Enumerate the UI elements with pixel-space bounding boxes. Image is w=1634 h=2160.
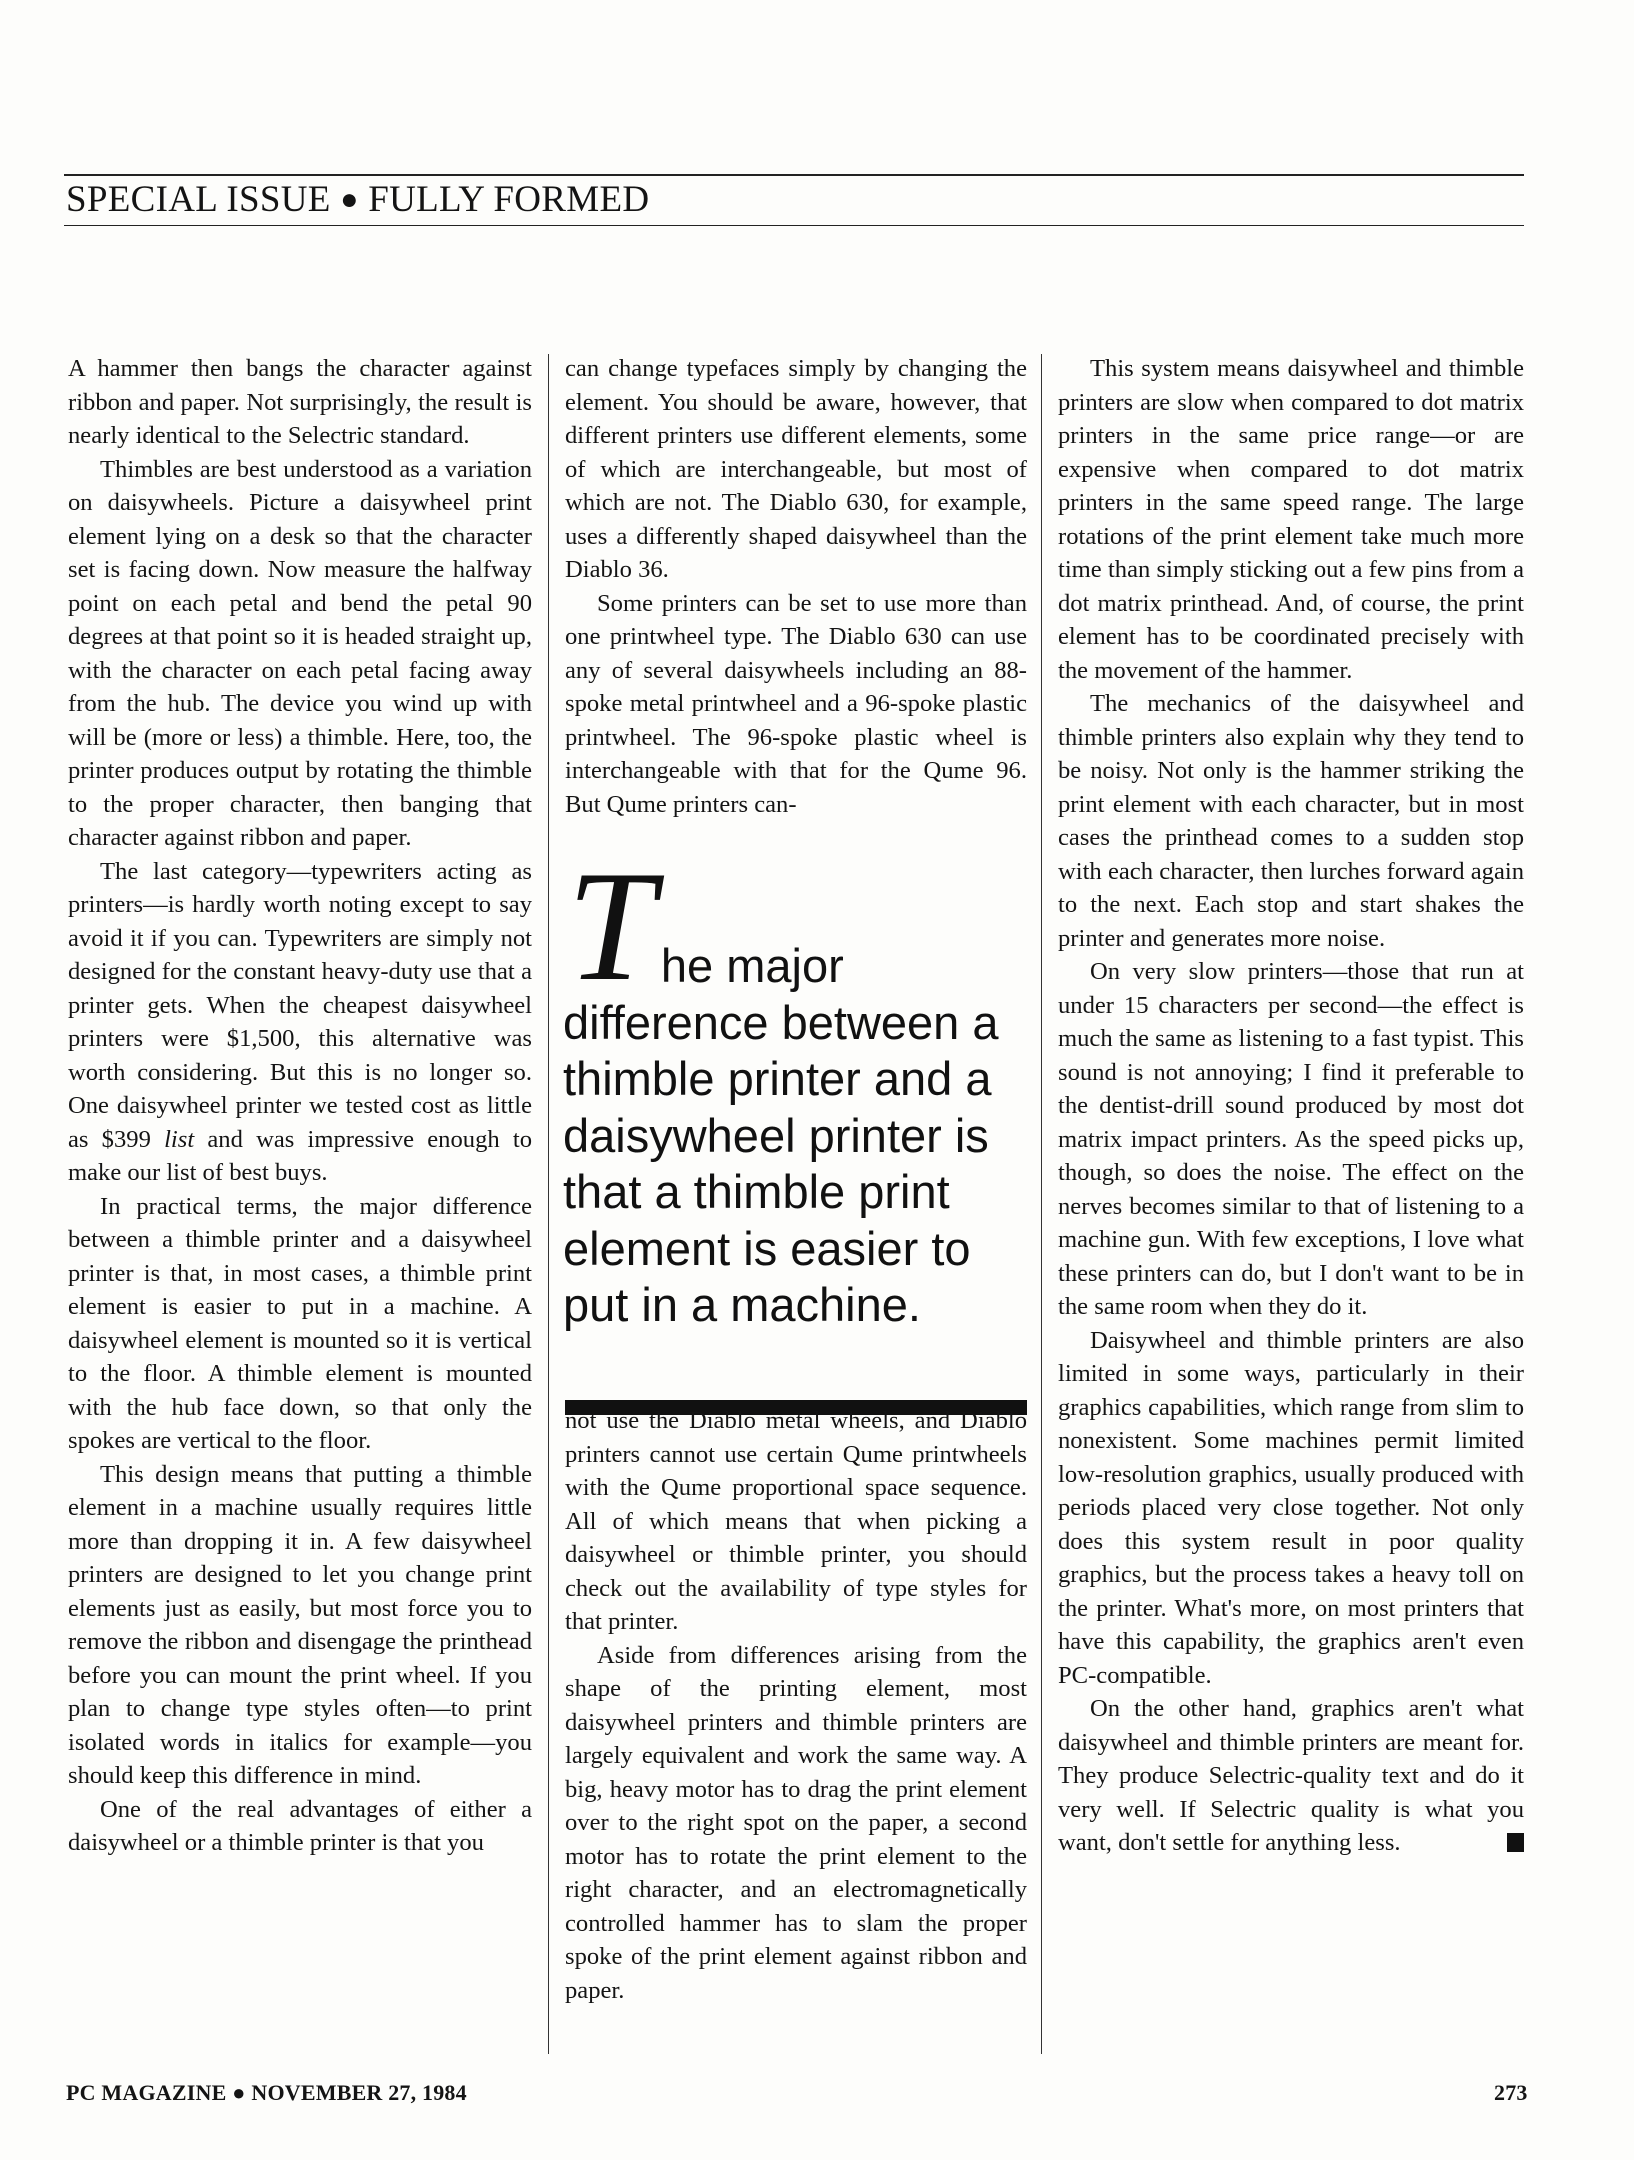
paragraph: Some printers can be set to use more than one printwheel type. The Diablo 630 can use any of several daisywheels including an 88-spoke metal printwheel and a 96-spoke plastic printwheel. The 96-spoke plastic wheel is interchangeable with that for the Qume 96. But Qume printers can- <box>565 589 1027 818</box>
paragraph: not use the Diablo metal wheels, and Diablo printers cannot use certain Qume printwheels with the Qume proportional space sequence. All of which means that when picking a daisywheel or thimble printer, you should check out the availability of type styles for that printer. <box>565 1407 1027 1635</box>
paragraph: Thimbles are best understood as a variation on daisywheels. Picture a daisywheel print element lying on a desk so that the character set is facing down. Now measure the halfway point on each petal and bend the petal 90 degrees at that point so it is headed straight up, with the character on each petal facing away from the hub. The device you wind up with will be (more or less) a thimble. Here, too, the printer produces output by rotating the thimble to the proper character, then banging that character against ribbon and paper. <box>68 455 532 851</box>
paragraph-text: On the other hand, graphics aren't what daisywheel and thimble printers are meant for. They produce Selectric-quality text and do it very well. If Selectric quality is what you want, don't settle for anything less. <box>1058 1695 1524 1856</box>
paragraph: One of the real advantages of either a daisywheel or a thimble printer is that you <box>68 1795 532 1856</box>
paragraph: Aside from differences arising from the shape of the printing element, most daisywheel printers and thimble printers are largely equivalent and work the same way. A big, heavy motor has to drag the print element over to the right spot on the paper, a second motor has to rotate the print element to the right character, and an electromagnetically controlled hammer has to slam the proper spoke of the print element against ribbon and paper. <box>565 1641 1027 2004</box>
page-number: 273 <box>1494 2080 1528 2105</box>
paragraph <box>1058 1692 1524 1860</box>
paragraph <box>68 855 532 1190</box>
pull-quote <box>563 839 1033 1334</box>
paragraph: A hammer then bangs the character against ribbon and paper. Not surprisingly, the result is nearly identical to the Selectric standard. <box>68 355 532 449</box>
paragraph: The mechanics of the daisywheel and thimble printers also explain why they tend to be noisy. Not only is the hammer striking the print element with each character, but in most cases the printhead comes to a sudden stop with each character, then lurches forward again to the next. Each stop and start shakes the printer and generates more noise. <box>1058 690 1524 952</box>
header-bottom-rule <box>64 225 1524 226</box>
drop-cap: T <box>567 839 655 1014</box>
paragraph: In practical terms, the major difference between a thimble printer and a daisywheel printer is that, in most cases, a thimble print element is easier to put in a machine. A daisywheel element is mounted so it is vertical to the floor. A thimble element is mounted with the hub face down, so that only the spokes are vertical to the floor. <box>68 1192 532 1454</box>
article-column-2-bottom <box>565 1404 1027 2007</box>
paragraph: Daisywheel and thimble printers are also limited in some ways, particularly in their graphics capabilities, which range from slim to nonexistent. Some machines permit limited low-resolution graphics, usually produced with periods placed very close together. Not only does this system result in poor quality graphics, but the process takes a heavy toll on the printer. What's more, on most printers that have this capability, the graphics aren't even PC-compatible. <box>1058 1326 1524 1689</box>
article-column-3 <box>1058 352 1524 1860</box>
paragraph-text: and was impressive enough to make our list of best buys. <box>68 1125 532 1186</box>
paragraph: This design means that putting a thimble element in a machine usually requires little more than dropping it in. A few daisywheel printers are designed to let you change print elements just as easily, but most force you to remove the ribbon and disengage the printhead before you can mount the print wheel. If you plan to change type styles often—to print isolated words in italics for example—you should keep this difference in mind. <box>68 1460 532 1789</box>
section-title: FULLY FORMED <box>368 179 650 220</box>
section-header <box>66 178 649 222</box>
italic-word: list <box>164 1125 195 1153</box>
end-mark-icon <box>1507 1833 1524 1852</box>
column-divider <box>1041 354 1042 2054</box>
article-column-2-top <box>565 352 1027 821</box>
section-label: SPECIAL ISSUE <box>66 179 331 220</box>
bullet-separator-icon: ● <box>340 183 359 216</box>
footer-publication: PC MAGAZINE ● NOVEMBER 27, 1984 <box>66 2080 467 2105</box>
column-divider <box>548 354 549 2054</box>
paragraph-text: The last category—typewriters acting as printers—is hardly worth noting except to say avoid it if you can. Typewriters are simply not designed for the constant heavy-duty use that a printer gets. When the cheapest daisywheel printers were $1,500, this alternative was worth considering. But this is no longer so. One daisywheel printer we tested cost as little as $399 <box>68 857 532 1153</box>
pull-quote-text: he major difference between a thimble printer and a daisywheel printer is that a thimble print element is easier to put in a machine. <box>563 939 999 1331</box>
paragraph: On very slow printers—those that run at under 15 characters per second—the effect is much the same as listening to a fast typist. This sound is not annoying; I find it preferable to the dentist-drill sound produced by most dot matrix impact printers. As the speed picks up, though, so does the noise. The effect on the nerves becomes similar to that of listening to a machine gun. With few exceptions, I love what these printers can do, but I don't want to be in the same room when they do it. <box>1058 958 1524 1320</box>
paragraph: This system means daisywheel and thimble printers are slow when compared to dot matrix printers in the same price range—or are expensive when compared to dot matrix printers in the same speed range. The large rotations of the print element take much more time than simply sticking out a few pins from a dot matrix printhead. And, of course, the print element has to be coordinated precisely with the movement of the hammer. <box>1058 355 1524 684</box>
article-column-1 <box>68 352 532 1860</box>
paragraph: can change typefaces simply by changing the element. You should be aware, however, that different printers use different elements, some of which are interchangeable, but most of which are not. The Diablo 630, for example, uses a differently shaped daisywheel than the Diablo 36. <box>565 355 1027 583</box>
header-top-rule <box>64 174 1524 176</box>
